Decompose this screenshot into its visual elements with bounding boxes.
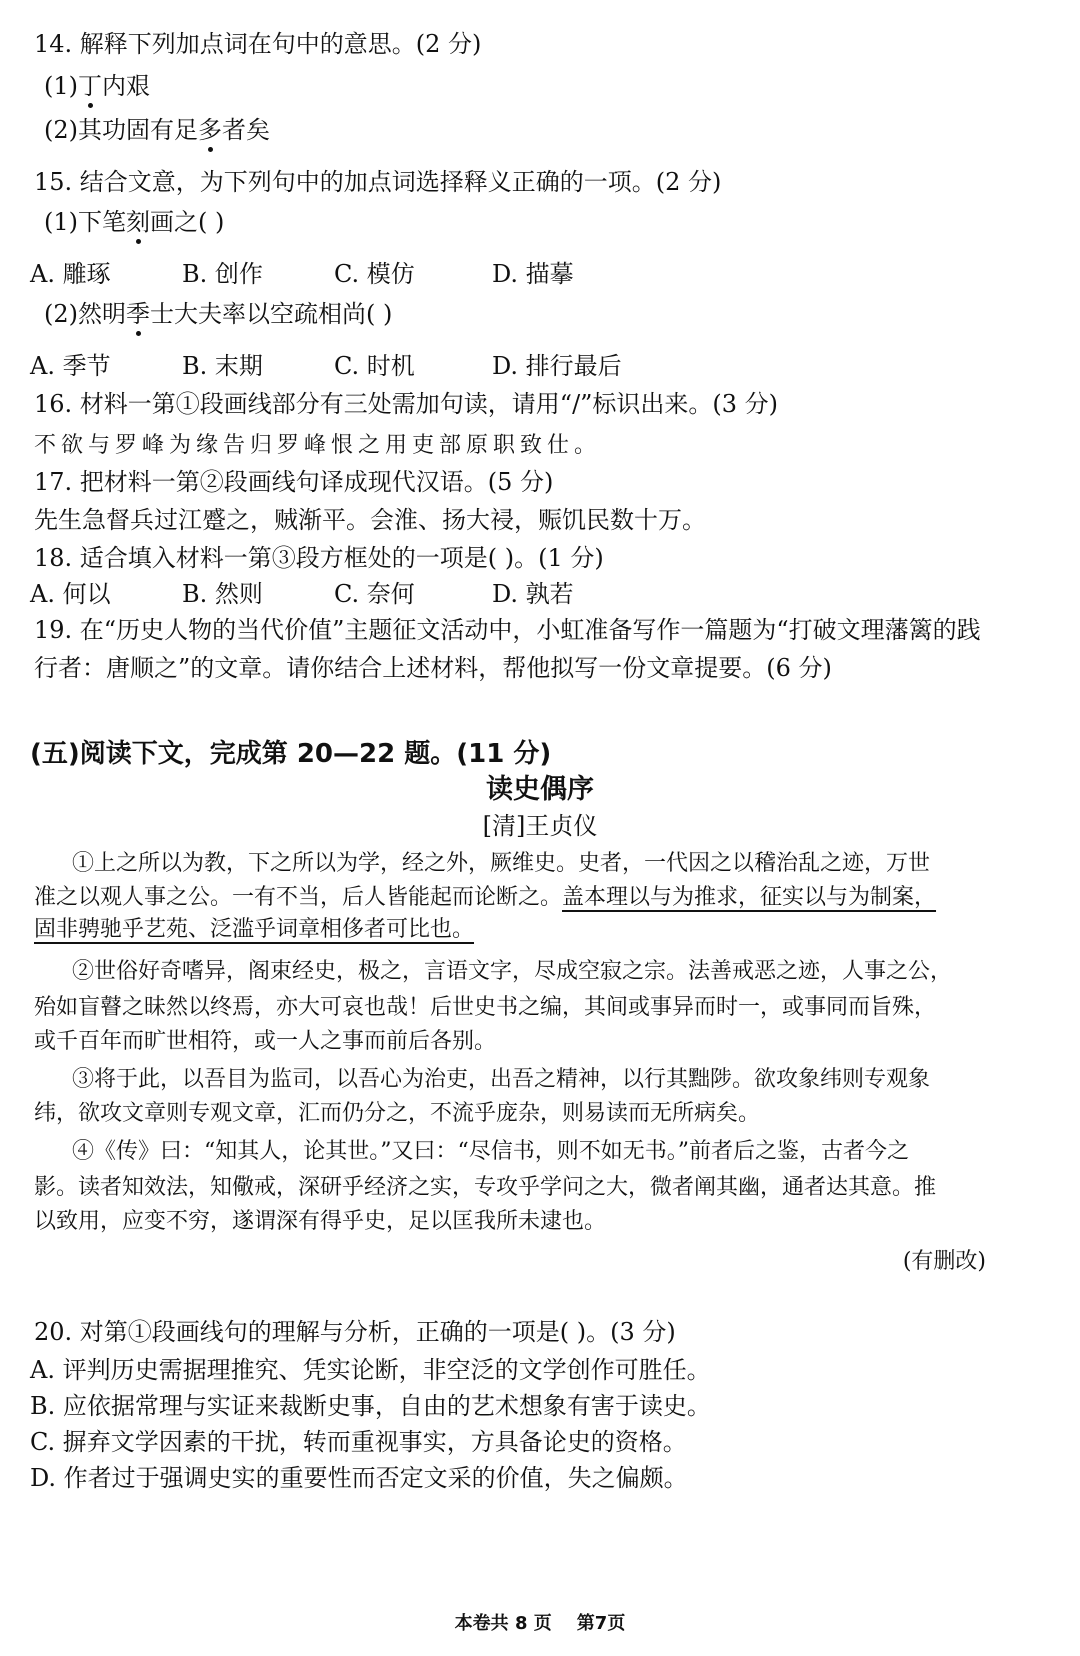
q15-item-2-post: 士大夫率以空疏相尚( ): [150, 300, 393, 328]
section-5-heading: (五)阅读下文，完成第 20—22 题。(11 分): [30, 739, 552, 769]
q15-option-d2: D. 排行最后: [492, 352, 622, 380]
passage-p1-line-1: ①上之所以为教，下之所以为学，经之外，厥维史。史者，一代因之以稽治乱之迹，万世: [72, 851, 931, 876]
q15-item-1-pre: (1)下笔: [44, 208, 126, 236]
q15-option-b2: B. 末期: [182, 352, 263, 380]
q15-option-c2: C. 时机: [334, 352, 415, 380]
passage-p1-line-2: [34, 882, 936, 914]
q20-option-b: B. 应依据常理与实证来裁断史事，自由的艺术想象有害于读史。: [30, 1392, 711, 1420]
q19-line-2: 行者：唐顺之”的文章。请你结合上述材料，帮他拟写一份文章提要。(6 分): [34, 654, 832, 682]
q17-text: 先生急督兵过江蹙之，贼渐平。会淮、扬大祲，赈饥民数十万。: [34, 506, 706, 534]
q20-stem: 20. 对第①段画线句的理解与分析，正确的一项是( )。(3 分): [34, 1318, 676, 1346]
q18-option-b: B. 然则: [182, 580, 263, 608]
q14-item-2-post: 者矣: [222, 116, 270, 144]
passage-p3-line-2: 纬，欲攻文章则专观文章，汇而仍分之，不流乎庞杂，则易读而无所病矣。: [34, 1101, 761, 1126]
page-footer: 本卷共 8 页 第7页: [454, 1613, 626, 1634]
passage-p2-line-2: 殆如盲瞽之昧然以终焉，亦大可哀也哉！后世史书之编，其间或事异而时一，或事同而旨殊，: [34, 995, 937, 1020]
passage-p1-underlined-2: 固非骋驰乎艺苑、泛滥乎词章相侈者可比也。: [34, 917, 475, 942]
passage-p2-line-3: 或千百年而旷世相符，或一人之事而前后各别。: [34, 1029, 497, 1054]
q19-line-1: 19. 在“历史人物的当代价值”主题征文活动中，小虹准备写作一篇题为“打破文理藩篱的践: [34, 616, 981, 644]
q16-stem: 16. 材料一第①段画线部分有三处需加句读，请用“/”标识出来。(3 分): [34, 390, 779, 418]
passage-source-note: (有删改): [902, 1249, 986, 1274]
q18-option-c: C. 奈何: [334, 580, 415, 608]
q18-option-a: A. 何以: [30, 580, 111, 608]
q20-option-a: A. 评判历史需据理推究、凭实论断，非空泛的文学创作可胜任。: [30, 1356, 711, 1384]
passage-author: [清]王贞仪: [482, 812, 598, 840]
passage-title: 读史偶序: [486, 774, 594, 805]
q14-item-1-post: 内艰: [102, 72, 150, 100]
q15-item-1: [44, 206, 224, 238]
q15-item-2: [44, 298, 392, 330]
q15-item-2-dotted: 季: [126, 300, 150, 328]
q17-stem: 17. 把材料一第②段画线句译成现代汉语。(5 分): [34, 468, 554, 496]
q15-option-a1: A. 雕琢: [30, 260, 111, 288]
q15-item-2-pre: (2)然明: [44, 300, 126, 328]
q16-text: 不欲与罗峰为缘告归罗峰恨之用吏部原职致仕。: [34, 433, 602, 458]
q14-item-2-pre: (2)其功固有足: [44, 116, 198, 144]
passage-p4-line-2: 影。读者知效法，知儆戒，深研乎经济之实，专攻乎学问之大，微者阐其幽，通者达其意。推: [34, 1175, 937, 1200]
q14-item-1: [44, 70, 150, 102]
q15-option-a2: A. 季节: [30, 352, 111, 380]
passage-p1-line-2-plain: 准之以观人事之公。一有不当，后人皆能起而论断之。: [34, 885, 563, 910]
q15-item-1-post: 画之( ): [150, 208, 225, 236]
q15-option-b1: B. 创作: [182, 260, 263, 288]
q14-item-1-dotted: 丁: [78, 72, 102, 100]
q14-item-1-pre: (1): [44, 72, 78, 100]
passage-p2-line-1: ②世俗好奇嗜异，阁束经史，极之，言语文字，尽成空寂之宗。法善戒恶之迹，人事之公，: [72, 959, 953, 984]
q15-stem: 15. 结合文意，为下列句中的加点词选择释义正确的一项。(2 分): [34, 168, 722, 196]
passage-p1-underlined-1: 盖本理以与为推求，征实以与为制案，: [562, 885, 937, 910]
q20-option-c: C. 摒弃文学因素的干扰，转而重视事实，方具备论史的资格。: [30, 1428, 687, 1456]
q14-item-2-dotted: 多: [198, 116, 222, 144]
q14-stem: 14. 解释下列加点词在句中的意思。(2 分): [34, 30, 482, 58]
q18-option-d: D. 孰若: [492, 580, 574, 608]
passage-p4-line-1: ④《传》曰：“知其人，论其世。”又曰：“尽信书，则不如无书。”前者后之鉴，古者今之: [72, 1139, 909, 1164]
q15-option-d1: D. 描摹: [492, 260, 574, 288]
q14-item-2: [44, 114, 270, 146]
q20-option-d: D. 作者过于强调史实的重要性而否定文采的价值，失之偏颇。: [30, 1464, 688, 1492]
q15-option-c1: C. 模仿: [334, 260, 415, 288]
passage-p4-line-3: 以致用，应变不穷，遂谓深有得乎史，足以匡我所未逮也。: [34, 1209, 607, 1234]
q15-item-1-dotted: 刻: [126, 208, 150, 236]
q18-stem: 18. 适合填入材料一第③段方框处的一项是( )。(1 分): [34, 544, 604, 572]
passage-p3-line-1: ③将于此，以吾目为监司，以吾心为治吏，出吾之精神，以行其黜陟。欲攻象纬则专观象: [72, 1067, 931, 1092]
